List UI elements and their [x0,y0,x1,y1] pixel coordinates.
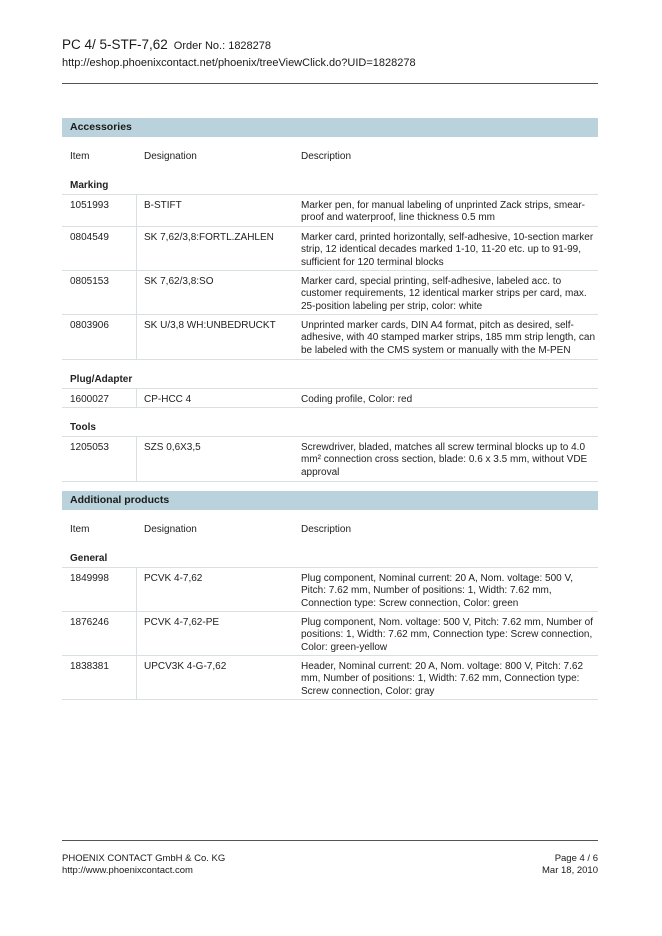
item-number: 1838381 [70,661,109,672]
company-name: PHOENIX CONTACT GmbH & Co. KG [62,853,226,864]
product-title: PC 4/ 5-STF-7,62 [62,37,168,52]
item-number: 1876246 [70,617,109,628]
column-divider [136,271,137,314]
additional-column-headers [62,520,598,539]
document-page [62,0,598,936]
item-description: Marker card, special printing, self-adhesive, labeled acc. to customer requirements, 12 identical marker strips per card, max. 25-position labeling per strip, color: white [301,276,587,312]
accessories-column-headers [62,147,598,166]
table-row [62,389,598,408]
table-row [62,437,598,482]
column-divider [136,195,137,226]
item-number: 0803906 [70,320,109,331]
item-description: Header, Nominal current: 20 A, Nom. voltage: 800 V, Pitch: 7.62 mm, Number of positions: 1, Width: 7.62 mm, Connection type: Screw connection, Color: gray [301,661,584,697]
item-designation: B-STIFT [144,200,182,211]
footer-divider [62,840,598,841]
column-header-item: Item [70,524,90,535]
order-number: Order No.: 1828278 [173,40,272,52]
additional-products-section [62,491,598,700]
item-designation: UPCV3K 4-G-7,62 [144,661,227,672]
column-divider [136,656,137,699]
item-description: Marker pen, for manual labeling of unprinted Zack strips, smear-proof and waterproof, line thickness 0.5 mm [301,200,586,224]
column-divider [136,568,137,611]
table-row [62,656,598,700]
item-designation: CP-HCC 4 [144,394,192,405]
column-header-description: Description [301,151,352,162]
item-description: Plug component, Nom. voltage: 500 V, Pitch: 7.62 mm, Number of positions: 1, Width: 7.62 mm, Connection type: Screw connection, Color: green-yellow [301,617,594,653]
item-number: 1051993 [70,200,109,211]
item-designation: SK 7,62/3,8:SO [144,276,214,287]
table-row [62,612,598,656]
header-divider [62,83,598,84]
product-url[interactable]: http://eshop.phoenixcontact.net/phoenix/treeViewClick.do?UID=1828278 [62,57,416,69]
item-designation: PCVK 4-7,62-PE [144,617,220,628]
group-heading-tools: Tools [62,419,598,437]
column-divider [136,389,137,407]
additional-products-heading: Additional products [62,491,598,510]
column-header-designation: Designation [144,524,197,535]
column-divider [136,437,137,481]
item-designation: SK U/3,8 WH:UNBEDRUCKT [144,320,276,331]
footer-left [62,853,225,877]
item-number: 1849998 [70,573,109,584]
group-heading-general: General [62,550,598,568]
item-description: Screwdriver, bladed, matches all screw terminal blocks up to 4.0 mm² connection cross section, blade: 0.6 x 3.5 mm, without VDE approval [301,442,588,478]
item-designation: PCVK 4-7,62 [144,573,203,584]
column-divider [136,315,137,359]
table-row [62,271,598,315]
footer-right [542,853,598,877]
document-date: Mar 18, 2010 [542,865,598,876]
item-number: 1205053 [70,442,109,453]
item-number: 0805153 [70,276,109,287]
column-header-item: Item [70,151,90,162]
item-designation: SZS 0,6X3,5 [144,442,201,453]
item-number: 1600027 [70,394,109,405]
title-line [62,36,598,55]
column-header-designation: Designation [144,151,197,162]
item-designation: SK 7,62/3,8:FORTL.ZAHLEN [144,232,274,243]
company-website[interactable]: http://www.phoenixcontact.com [62,865,193,876]
column-divider [136,612,137,655]
item-number: 0804549 [70,232,109,243]
page-number: Page 4 / 6 [554,853,598,864]
column-header-description: Description [301,524,352,535]
page-header [62,36,598,71]
group-heading-marking: Marking [62,177,598,195]
group-heading-plug-adapter: Plug/Adapter [62,371,598,389]
table-row [62,195,598,227]
item-description: Plug component, Nominal current: 20 A, Nom. voltage: 500 V, Pitch: 7.62 mm, Number of positions: 1, Width: 7.62 mm, Connection type: Screw connection, Color: green [301,573,574,609]
table-row [62,568,598,612]
item-description: Unprinted marker cards, DIN A4 format, pitch as desired, self-adhesive, with 40 stamped marker strips, 185 mm strip length, can be labeled with the CMS system or manually with the M-PEN [301,320,596,356]
table-row [62,315,598,360]
column-divider [136,227,137,270]
accessories-heading: Accessories [62,118,598,137]
table-row [62,227,598,271]
item-description: Coding profile, Color: red [301,394,413,405]
item-description: Marker card, printed horizontally, self-adhesive, 10-section marker strip, 12 identical decades marked 1-10, 11-20 etc. up to 91-99, sufficient for 120 terminal blocks [301,232,594,268]
accessories-section [62,118,598,482]
